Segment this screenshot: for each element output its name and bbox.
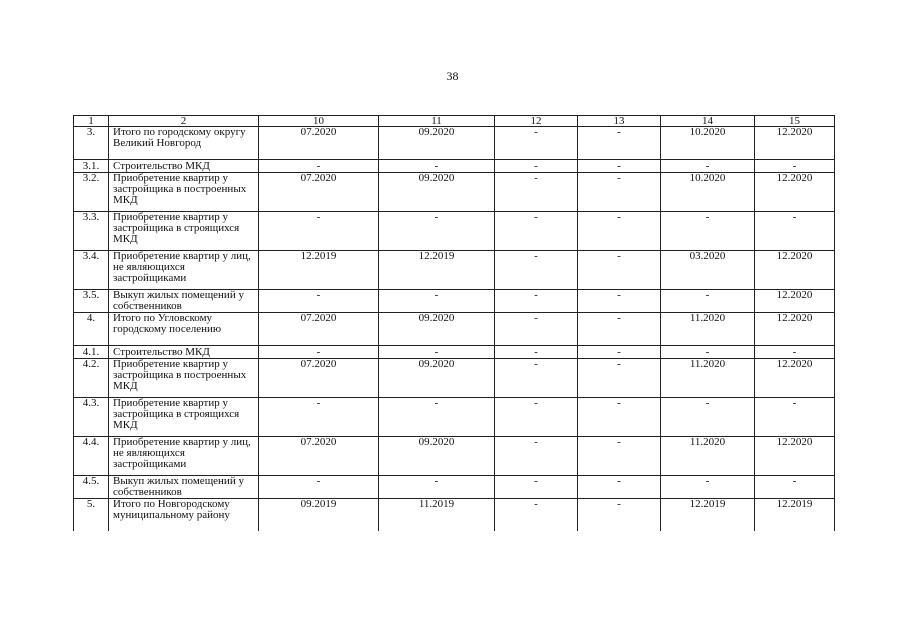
table-cell: 11.2020 [661,359,755,398]
table-cell: - [578,398,661,437]
table-cell: - [259,290,379,313]
table-cell: 12.2020 [755,290,835,313]
row-number: 4.4. [74,437,109,476]
table-cell: - [379,346,495,359]
table-cell: - [495,251,578,290]
schedule-table [73,115,835,531]
table-cell: - [578,476,661,499]
table-cell: 12.2019 [379,251,495,290]
row-name: Строительство МКД [109,160,259,173]
table-cell: - [259,212,379,251]
table-cell: - [578,160,661,173]
table-cell: 12.2020 [755,359,835,398]
row-number: 3.1. [74,160,109,173]
table-cell: - [495,398,578,437]
table-cell: 11.2020 [661,313,755,346]
table-row [74,398,835,437]
column-header: 12 [495,116,578,127]
page-number: 38 [446,69,459,83]
table-cell: 09.2020 [379,437,495,476]
column-header: 15 [755,116,835,127]
table-cell: 10.2020 [661,127,755,160]
column-header: 13 [578,116,661,127]
table-row [74,437,835,476]
row-number: 4. [74,313,109,346]
table-cell: - [495,437,578,476]
table-cell: 10.2020 [661,173,755,212]
table-cell: - [578,127,661,160]
table-row [74,160,835,173]
table-cell: 12.2020 [755,173,835,212]
table-cell: - [661,160,755,173]
table-cell: - [755,476,835,499]
table-cell: 11.2020 [661,437,755,476]
table-cell: 09.2020 [379,359,495,398]
table-cell: 09.2020 [379,173,495,212]
table-cell: - [259,398,379,437]
table-cell: - [259,476,379,499]
row-name: Приобретение квартир у застройщика в построенных МКД [109,173,259,212]
table-cell: - [755,346,835,359]
table-cell: - [495,359,578,398]
table-row [74,499,835,532]
table-row [74,313,835,346]
table-cell: 12.2019 [259,251,379,290]
row-name: Приобретение квартир у лиц, не являющихся застройщиками [109,251,259,290]
row-name: Приобретение квартир у застройщика в построенных МКД [109,359,259,398]
table-row [74,212,835,251]
table-header-row [74,116,835,127]
table-cell: - [661,346,755,359]
column-header: 14 [661,116,755,127]
table-cell: - [755,160,835,173]
table-row [74,251,835,290]
table-cell: - [495,290,578,313]
table-row [74,290,835,313]
table-cell: 12.2019 [755,499,835,532]
row-number: 4.5. [74,476,109,499]
table-cell: - [661,290,755,313]
table-row [74,476,835,499]
table-cell: - [379,160,495,173]
table-cell: - [379,212,495,251]
table-row [74,173,835,212]
table-cell: 07.2020 [259,437,379,476]
table-cell: 12.2020 [755,251,835,290]
table-cell: - [379,476,495,499]
row-number: 5. [74,499,109,532]
column-header: 11 [379,116,495,127]
row-name: Приобретение квартир у лиц, не являющихся застройщиками [109,437,259,476]
table-cell: 03.2020 [661,251,755,290]
row-number: 3.5. [74,290,109,313]
table-cell: - [578,346,661,359]
table-cell: - [495,173,578,212]
table-cell: 09.2020 [379,313,495,346]
row-name: Строительство МКД [109,346,259,359]
table-cell: - [578,290,661,313]
table-cell: 07.2020 [259,127,379,160]
table-cell: - [578,499,661,532]
table-cell: - [755,212,835,251]
column-header: 2 [109,116,259,127]
table-cell: 09.2019 [259,499,379,532]
table-cell: - [495,499,578,532]
row-name: Итого по Угловскому городскому поселению [109,313,259,346]
table-cell: - [379,398,495,437]
table-cell: - [379,290,495,313]
table-cell: - [578,251,661,290]
table-cell: - [495,476,578,499]
row-name: Выкуп жилых помещений у собственников [109,290,259,313]
table-cell: - [578,173,661,212]
table-cell: - [495,313,578,346]
table-cell: 12.2020 [755,437,835,476]
row-number: 3.4. [74,251,109,290]
table-row [74,346,835,359]
row-name: Итого по городскому округу Великий Новгород [109,127,259,160]
table-row [74,127,835,160]
column-header: 1 [74,116,109,127]
table-cell: - [661,476,755,499]
row-number: 4.2. [74,359,109,398]
row-number: 3. [74,127,109,160]
row-number: 3.2. [74,173,109,212]
table-cell: 12.2019 [661,499,755,532]
table-cell: - [661,212,755,251]
table-row [74,359,835,398]
table-cell: - [495,346,578,359]
table-cell: 07.2020 [259,359,379,398]
table-cell: - [259,160,379,173]
row-name: Итого по Новгородскому муниципальному району [109,499,259,532]
table-cell: - [578,437,661,476]
table-cell: - [259,346,379,359]
row-number: 4.3. [74,398,109,437]
table-cell: 09.2020 [379,127,495,160]
table-cell: - [495,212,578,251]
row-number: 4.1. [74,346,109,359]
row-number: 3.3. [74,212,109,251]
row-name: Выкуп жилых помещений у собственников [109,476,259,499]
table-cell: 12.2020 [755,313,835,346]
table-cell: - [578,313,661,346]
row-name: Приобретение квартир у застройщика в строящихся МКД [109,398,259,437]
table-cell: 11.2019 [379,499,495,532]
table-cell: 07.2020 [259,313,379,346]
table-cell: - [495,160,578,173]
column-header: 10 [259,116,379,127]
table-cell: - [661,398,755,437]
table-cell: - [578,359,661,398]
table-cell: - [755,398,835,437]
row-name: Приобретение квартир у застройщика в строящихся МКД [109,212,259,251]
table-cell: - [495,127,578,160]
table-cell: 07.2020 [259,173,379,212]
table-cell: 12.2020 [755,127,835,160]
table-cell: - [578,212,661,251]
